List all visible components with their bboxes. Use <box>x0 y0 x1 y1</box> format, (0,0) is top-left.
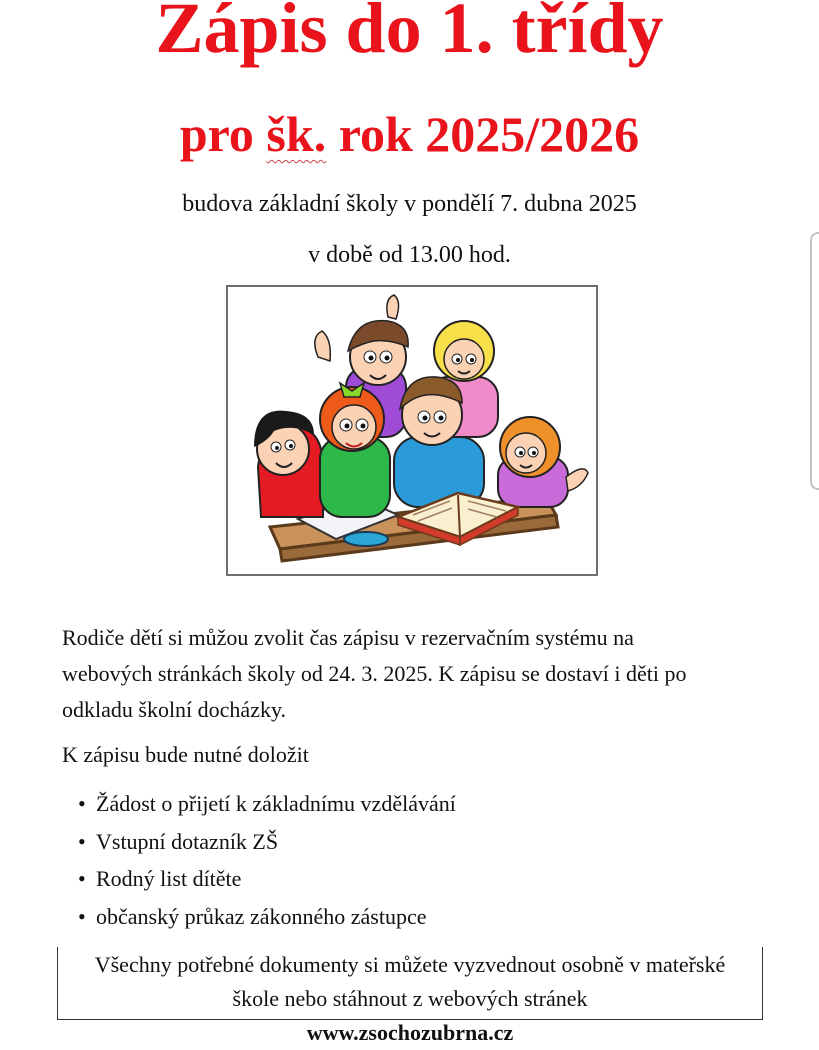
page-subtitle <box>0 103 819 165</box>
subtitle-prefix: pro <box>179 106 267 162</box>
list-item <box>78 898 456 936</box>
requirements-list <box>78 785 456 935</box>
list-item <box>78 785 456 823</box>
intro-paragraph <box>62 620 762 728</box>
bullet-icon: • <box>78 791 86 816</box>
list-item-text: Vstupní dotazník ZŠ <box>96 828 279 854</box>
intro-line: Rodiče dětí si můžou zvolit čas zápisu v rezervačním systému na <box>62 625 634 650</box>
requirements-lead: K zápisu bude nutné doložit <box>62 742 309 767</box>
note-line: Všechny potřebné dokumenty si můžete vyzvednout osobně v mateřské <box>94 952 726 977</box>
subtitle-suffix: rok 2025/2026 <box>326 106 640 162</box>
school-website-link[interactable]: www.zsochozubrna.cz <box>306 1020 514 1045</box>
note-line-prefix: škole nebo stáhnout z webových stránek <box>232 986 588 1011</box>
event-time: v době od 13.00 hod. <box>308 242 511 268</box>
event-location-date: budova základní školy v pondělí 7. dubna 2025 <box>182 191 637 217</box>
side-scroll-handle[interactable] <box>810 232 819 490</box>
bullet-icon: • <box>78 866 86 891</box>
list-item-text: občanský průkaz zákonného zástupce <box>96 903 427 929</box>
bullet-icon: • <box>78 903 86 929</box>
list-item-text: Rodný list dítěte <box>96 866 242 891</box>
note-line <box>58 982 762 1050</box>
bullet-icon: • <box>78 828 86 854</box>
intro-line: webových stránkách školy od 24. 3. 2025. K zápisu se dostaví i děti po <box>62 661 687 686</box>
page-title: Zápis do 1. třídy <box>155 0 664 68</box>
list-item <box>78 860 456 898</box>
intro-line: odkladu školní docházky. <box>62 697 287 722</box>
documents-note <box>57 947 763 1045</box>
subtitle-abbreviation: šk. <box>266 106 327 162</box>
list-item-text: Žádost o přijetí k základnímu vzdělávání <box>96 791 456 816</box>
children-illustration <box>226 285 598 576</box>
list-item <box>78 823 456 861</box>
children-at-desk-illustration-icon <box>228 287 596 574</box>
